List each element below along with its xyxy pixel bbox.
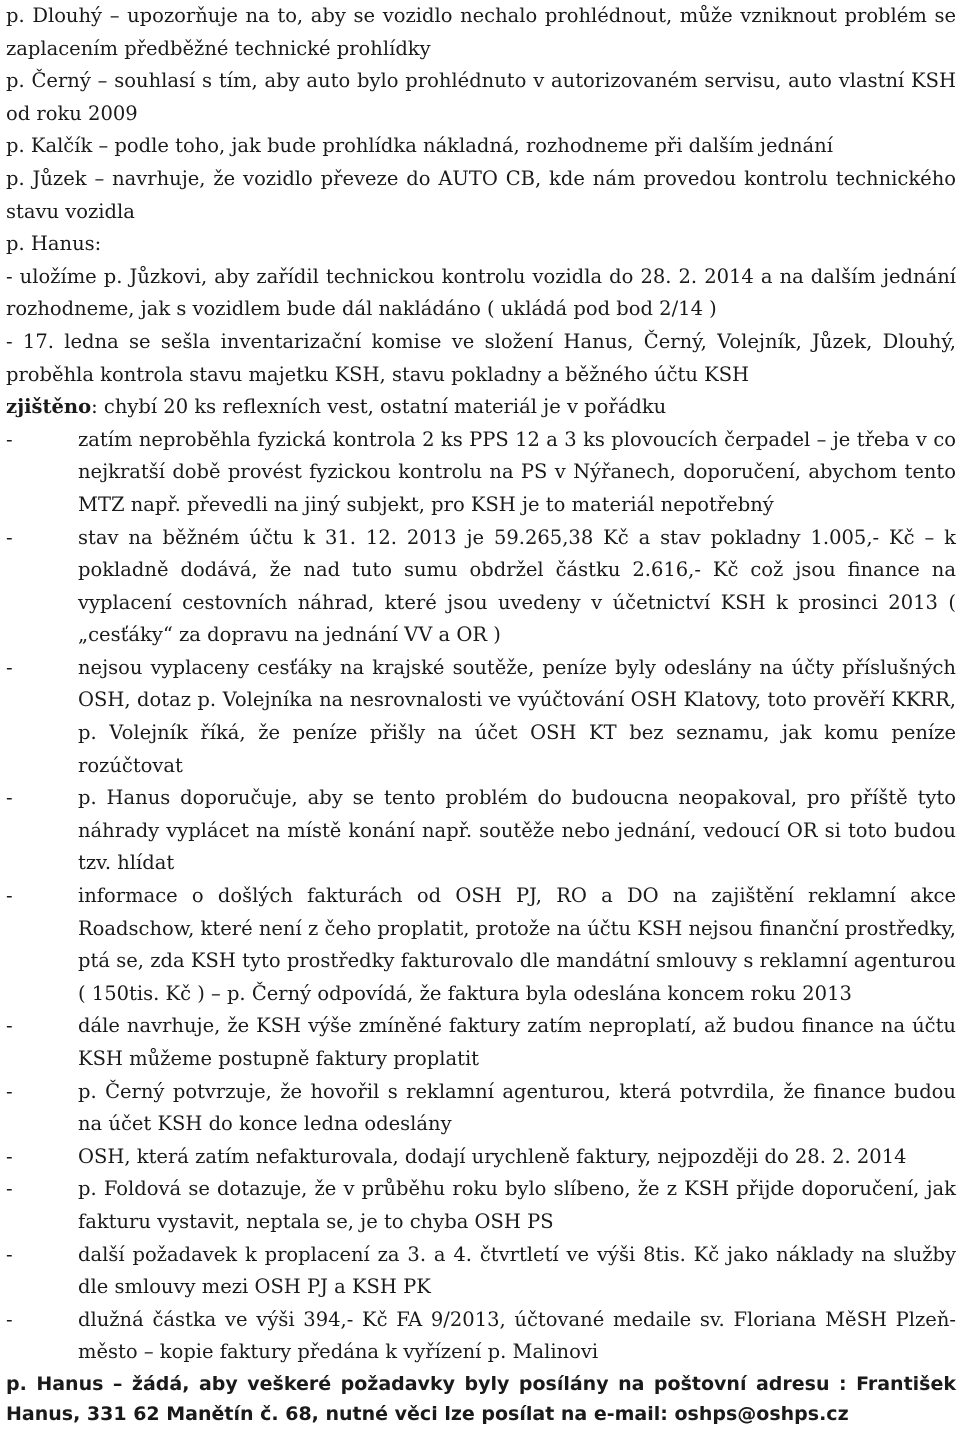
list-item <box>6 1010 956 1075</box>
list-item <box>6 1304 956 1369</box>
paragraph-komise: - 17. ledna se sešla inventarizační komise ve složení Hanus, Černý, Volejník, Jůzek, Dlouhý, proběhla kontrola stavu majetku KSH, stavu pokladny a běžného účtu KSH <box>6 329 956 386</box>
dash-marker: - <box>6 525 13 549</box>
list-item-text: informace o došlých fakturách od OSH PJ, RO a DO na zajištění reklamní akce Roadschow, které není z čeho proplatit, protože na účtu KSH nejsou finanční prostředky, ptá se, zda KSH tyto prostředky fakturovalo dle mandátní smlouvy s reklamní agenturou ( 150tis. Kč ) – p. Černý odpovídá, že faktura byla odeslána koncem roku 2013 <box>78 884 956 1005</box>
list-item-text: p. Černý potvrzuje, že hovořil s reklamní agenturou, která potvrdila, že finance budou na účet KSH do konce ledna odeslány <box>78 1079 956 1136</box>
list-item <box>6 880 956 1010</box>
list-item-text: další požadavek k proplacení za 3. a 4. čtvrtletí ve výši 8tis. Kč jako náklady na služby dle smlouvy mezi OSH PJ a KSH PK <box>78 1242 956 1299</box>
list-item-text: p. Hanus doporučuje, aby se tento problém do budoucna neopakoval, pro příště tyto náhrady vyplácet na místě konání např. soutěže nebo jednání, vedoucí OR si toto budou tzv. hlídat <box>78 786 956 875</box>
list-item <box>6 1141 956 1174</box>
dash-marker: - <box>6 1307 13 1331</box>
dash-marker: - <box>6 884 13 908</box>
list-item-text: nejsou vyplaceny cesťáky na krajské soutěže, peníze byly odeslány na účty příslušných OSH, dotaz p. Volejníka na nesrovnalosti ve vyúčtování OSH Klatovy, toto prověří KKRR, p. Volejník říká, že peníze přišly na účet OSH KT bez seznamu, jak komu peníze rozúčtovat <box>78 655 956 777</box>
paragraph-ulozime: - uložíme p. Jůzkovi, aby zařídil technickou kontrolu vozidla do 28. 2. 2014 a na dalším jednání rozhodneme, jak s vozidlem bude dál nakládáno ( ukládá pod bod 2/14 ) <box>6 264 956 321</box>
list-item <box>6 1239 956 1304</box>
list-item <box>6 1173 956 1238</box>
paragraph-finding <box>6 391 956 424</box>
list-item-text: stav na běžném účtu k 31. 12. 2013 je 59.265,38 Kč a stav pokladny 1.005,- Kč – k pokladně dodává, že nad tuto sumu obdržel částku 2.616,- Kč což jsou finance na vyplacení cestovních náhrad, které jsou uvedeny v účetnictví KSH k prosinci 2013 ( „cesťáky“ za dopravu na jednání VV a OR ) <box>78 525 956 647</box>
paragraph-cerny: p. Černý – souhlasí s tím, aby auto bylo prohlédnuto v autorizovaném servisu, auto vlastní KSH od roku 2009 <box>6 69 956 125</box>
dash-marker: - <box>6 1079 13 1103</box>
paragraph-hanus: p. Hanus: <box>6 232 102 256</box>
dash-marker: - <box>6 427 13 451</box>
dash-marker: - <box>6 786 13 810</box>
final-request-paragraph: p. Hanus – žádá, aby veškeré požadavky byly posílány na poštovní adresu : František Hanus, 331 62 Manětín č. 68, nutné věci lze posílat na e-mail: oshps@oshps.cz <box>6 1372 956 1426</box>
dash-marker: - <box>6 1144 13 1168</box>
list-item-text: p. Foldová se dotazuje, že v průběhu roku bylo slíbeno, že z KSH přijde doporučení, jak fakturu vystavit, neptala se, je to chyba OSH PS <box>78 1177 956 1233</box>
finding-text: : chybí 20 ks reflexních vest, ostatní materiál je v pořádku <box>91 395 667 419</box>
list-item-text: dlužná částka ve výši 394,- Kč FA 9/2013, účtované medaile sv. Floriana MěSH Plzeň-město – kopie faktury předána k vyřízení p. Malinovi <box>78 1307 956 1364</box>
dash-marker: - <box>6 1014 13 1038</box>
list-item <box>6 652 956 782</box>
dash-marker: - <box>6 655 13 679</box>
paragraph-dlouhy: p. Dlouhý – upozorňuje na to, aby se vozidlo nechalo prohlédnout, může vzniknout problém se zaplacením předběžné technické prohlídky <box>6 4 956 60</box>
dash-marker: - <box>6 1177 13 1201</box>
finding-label: zjištěno <box>6 395 92 419</box>
list-item <box>6 782 956 880</box>
dash-marker: - <box>6 1242 13 1266</box>
paragraph-kalcik: p. Kalčík – podle toho, jak bude prohlídka nákladná, rozhodneme při dalším jednání <box>6 134 833 158</box>
list-item-text: zatím neproběhla fyzická kontrola 2 ks PPS 12 a 3 ks plovoucích čerpadel – je třeba v co nejkratší době provést fyzickou kontrolu na PS v Nýřanech, doporučení, abychom tento MTZ např. převedli na jiný subjekt, pro KSH je to materiál nepotřebný <box>78 427 956 516</box>
paragraph-juzek: p. Jůzek – navrhuje, že vozidlo převeze do AUTO CB, kde nám provedou kontrolu technického stavu vozidla <box>6 166 956 223</box>
list-item <box>6 424 956 522</box>
list-item <box>6 1076 956 1141</box>
list-item-text: OSH, která zatím nefakturovala, dodají urychleně faktury, nejpozději do 28. 2. 2014 <box>78 1144 907 1168</box>
list-item <box>6 522 956 652</box>
list-item-text: dále navrhuje, že KSH výše zmíněné faktury zatím neproplatí, až budou finance na účtu KSH můžeme postupně faktury proplatit <box>78 1014 956 1070</box>
